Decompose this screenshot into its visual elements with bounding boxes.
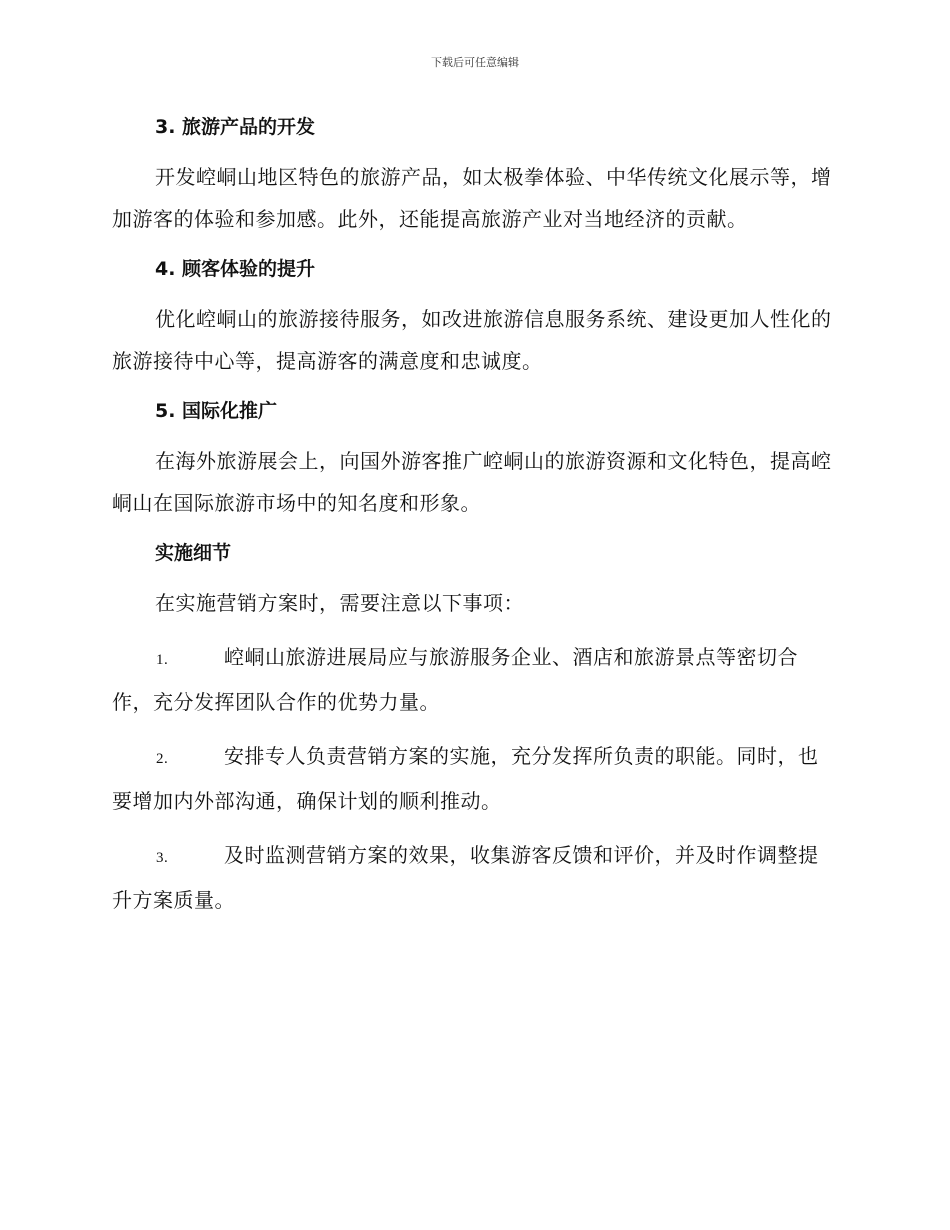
document-body xyxy=(112,110,834,933)
list-item-number: 3. xyxy=(156,850,169,866)
list-item xyxy=(112,834,834,921)
section-heading-product-development: 3. 旅游产品的开发 xyxy=(155,116,316,138)
implementation-intro: 在实施营销方案时，需要注意以下事项： xyxy=(155,591,524,615)
section-heading-implementation-details: 实施细节 xyxy=(155,542,232,564)
section-paragraph-international-promotion: 在海外旅游展会上，向国外游客推广崆峒山的旅游资源和文化特色，提高崆峒山在国际旅游市场中的知名度和形象。 xyxy=(112,449,832,515)
list-item xyxy=(112,636,834,723)
section-paragraph-product-development: 开发崆峒山地区特色的旅游产品，如太极拳体验、中华传统文化展示等，增加游客的体验和参加感。此外，还能提高旅游产业对当地经济的贡献。 xyxy=(112,165,832,231)
section-heading-international-promotion: 5. 国际化推广 xyxy=(155,400,278,422)
list-item-number: 2. xyxy=(156,751,169,767)
list-item xyxy=(112,735,834,822)
list-item-number: 1. xyxy=(156,652,169,668)
page-header: 下载后可任意编辑 xyxy=(431,56,519,69)
list-item-text: 安排专人负责营销方案的实施，充分发挥所负责的职能。同时，也要增加内外部沟通，确保计划的顺利推动。 xyxy=(112,744,819,813)
list-item-text: 崆峒山旅游进展局应与旅游服务企业、酒店和旅游景点等密切合作，充分发挥团队合作的优势力量。 xyxy=(112,645,798,714)
list-item-text: 及时监测营销方案的效果，收集游客反馈和评价，并及时作调整提升方案质量。 xyxy=(112,843,819,912)
section-heading-customer-experience: 4. 顾客体验的提升 xyxy=(155,258,316,280)
section-paragraph-customer-experience: 优化崆峒山的旅游接待服务，如改进旅游信息服务系统、建设更加人性化的旅游接待中心等，提高游客的满意度和忠诚度。 xyxy=(112,307,832,373)
